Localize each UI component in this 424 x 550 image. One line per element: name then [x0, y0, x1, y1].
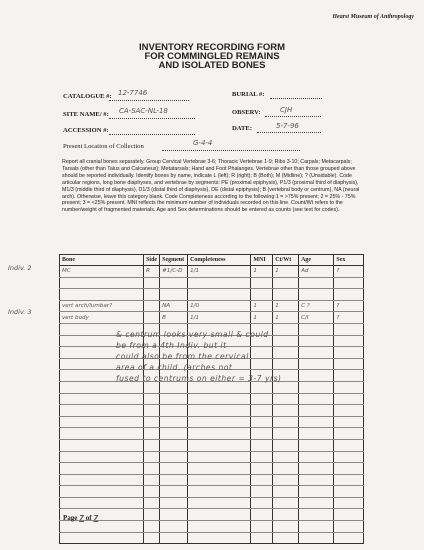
cell-side[interactable]: R	[144, 266, 160, 278]
cell-completeness[interactable]	[188, 289, 251, 301]
cell-age[interactable]	[299, 497, 334, 509]
cell-ct-wt[interactable]	[273, 358, 299, 370]
cell-mni[interactable]	[251, 428, 273, 440]
site-value[interactable]: CA-SAC-NL-18	[119, 107, 168, 115]
page-value[interactable]: 7	[79, 514, 85, 522]
cell-completeness[interactable]	[188, 381, 251, 393]
cell-completeness[interactable]	[188, 474, 251, 486]
site-label: SITE NAME/ #:	[63, 111, 109, 118]
of-label: of	[85, 514, 92, 522]
cell-mni[interactable]	[251, 486, 273, 498]
cell-mni[interactable]	[251, 509, 273, 521]
cell-ct-wt[interactable]	[273, 451, 299, 463]
cell-mni[interactable]	[251, 358, 273, 370]
cell-sex[interactable]	[334, 393, 364, 405]
cell-ct-wt[interactable]	[273, 347, 299, 359]
cell-completeness[interactable]	[188, 439, 251, 451]
cell-sex[interactable]: ?	[334, 300, 364, 312]
cell-completeness[interactable]	[188, 532, 251, 544]
cell-ct-wt[interactable]	[273, 323, 299, 335]
cell-mni[interactable]	[251, 277, 273, 289]
museum-name: Hearst Museum of Anthropology	[332, 14, 414, 20]
cell-side[interactable]	[144, 277, 160, 289]
table-row	[60, 439, 364, 451]
form-title-line-3: AND ISOLATED BONES	[158, 60, 266, 71]
cell-side[interactable]	[144, 312, 160, 324]
cell-side[interactable]	[144, 486, 160, 498]
cell-sex[interactable]	[334, 277, 364, 289]
cell-segment[interactable]: #1/C-D	[160, 266, 188, 278]
column-header-sex: Sex	[334, 255, 364, 266]
table-row	[60, 532, 364, 544]
cell-age[interactable]	[299, 358, 334, 370]
cell-sex[interactable]	[334, 381, 364, 393]
cell-segment[interactable]	[160, 405, 188, 417]
cell-segment[interactable]	[160, 509, 188, 521]
cell-segment[interactable]	[160, 416, 188, 428]
accession-line	[109, 134, 195, 135]
location-line	[162, 150, 300, 151]
cell-completeness[interactable]	[188, 451, 251, 463]
cell-completeness[interactable]	[188, 416, 251, 428]
cell-sex[interactable]	[334, 486, 364, 498]
cell-sex[interactable]	[334, 509, 364, 521]
cell-sex[interactable]	[334, 405, 364, 417]
cell-sex[interactable]	[334, 347, 364, 359]
cell-age[interactable]	[299, 463, 334, 475]
cell-sex[interactable]	[334, 474, 364, 486]
cell-sex[interactable]	[334, 497, 364, 509]
column-header-completeness: Completeness	[188, 255, 251, 266]
catalogue-line	[109, 100, 189, 101]
cell-age[interactable]: C ?	[299, 300, 334, 312]
cell-bone[interactable]: vert arch/lumbar?	[60, 300, 144, 312]
cell-sex[interactable]: ?	[334, 266, 364, 278]
cell-mni[interactable]	[251, 289, 273, 301]
cell-completeness[interactable]	[188, 521, 251, 533]
inventory-table	[59, 254, 364, 544]
cell-mni[interactable]	[251, 532, 273, 544]
cell-age[interactable]	[299, 335, 334, 347]
cell-bone[interactable]	[60, 428, 144, 440]
cell-side[interactable]	[144, 439, 160, 451]
cell-side[interactable]	[144, 393, 160, 405]
cell-ct-wt[interactable]	[273, 532, 299, 544]
cell-sex[interactable]	[334, 532, 364, 544]
cell-segment[interactable]	[160, 486, 188, 498]
form-title-line-1: INVENTORY RECORDING FORM	[138, 42, 286, 53]
cell-sex[interactable]	[334, 358, 364, 370]
column-header-age: Age	[299, 255, 334, 266]
cell-side[interactable]	[144, 521, 160, 533]
cell-bone[interactable]	[60, 416, 144, 428]
cell-segment[interactable]	[160, 463, 188, 475]
cell-sex[interactable]	[334, 521, 364, 533]
page-total[interactable]: 7	[93, 514, 99, 522]
cell-side[interactable]	[144, 300, 160, 312]
accession-label: ACCESSION #:	[63, 127, 109, 134]
cell-segment[interactable]	[160, 532, 188, 544]
cell-ct-wt[interactable]	[273, 474, 299, 486]
cell-ct-wt[interactable]	[273, 497, 299, 509]
cell-completeness[interactable]	[188, 405, 251, 417]
cell-completeness[interactable]: 1/1	[188, 312, 251, 324]
cell-side[interactable]	[144, 289, 160, 301]
cell-ct-wt[interactable]	[273, 405, 299, 417]
column-header-segment: Segment	[160, 255, 188, 266]
cell-side[interactable]	[144, 428, 160, 440]
cell-sex[interactable]: ?	[334, 312, 364, 324]
cell-age[interactable]: Ad	[299, 266, 334, 278]
cell-side[interactable]	[144, 509, 160, 521]
cell-ct-wt[interactable]	[273, 335, 299, 347]
cell-segment[interactable]	[160, 428, 188, 440]
cell-bone[interactable]	[60, 521, 144, 533]
cell-side[interactable]	[144, 532, 160, 544]
burial-label: BURIAL #:	[232, 91, 265, 98]
cell-age[interactable]	[299, 428, 334, 440]
column-header-side: Side	[144, 255, 160, 266]
catalogue-value[interactable]: 12-7746	[118, 89, 148, 97]
cell-age[interactable]	[299, 532, 334, 544]
cell-ct-wt[interactable]	[273, 416, 299, 428]
column-header-bone: Bone	[60, 255, 144, 266]
cell-age[interactable]	[299, 393, 334, 405]
cell-segment[interactable]	[160, 451, 188, 463]
site-line	[109, 118, 195, 119]
location-value[interactable]: G-4-4	[193, 139, 213, 147]
table-header-row	[60, 255, 364, 266]
observ-label: OBSERV:	[232, 109, 261, 116]
cell-sex[interactable]	[334, 370, 364, 382]
table-row	[60, 428, 364, 440]
cell-ct-wt[interactable]	[273, 439, 299, 451]
table-row	[60, 405, 364, 417]
instructions-text: Report all cranial bones separately. Group Cervical Vertebrae 3-6; Thoracic Vertebrae 1-9; Ribs 3-10; Carpals; Metacarpals; Tarsals (other than Talus and Calcaneus); Metatarsals; Hand and Foot Phalanges. Vertebrae other than those grouped above should be reported individually. Identify bones by name, indicate L (left); R (right); B (Both); M (Midline); ? (Unsidable). Code articular regions, long bone diaphyses, and vertebrae by segments: PE (proximal epiphysis), P1/3 (proximal third of diaphysis), M1/3 (middle third of diaphysis), D1/3 (distal third of diaphysis), DE (distal epiphysis); B (vertebral body or centrum), NA (neural arch). Otherwise, leave this category blank. Code Completeness according to the following:1 = >75% present; 2 = 25% - 75% present; 3 = <25% present. MNI reflects the minimum number of individuals recorded on this line. Count/Wt refers to the number/weight of fragmented materials. Age and Sex determinations should be entered as counts (see text for codes).	[62, 159, 360, 214]
cell-completeness[interactable]	[188, 463, 251, 475]
cell-sex[interactable]	[334, 289, 364, 301]
cell-ct-wt[interactable]	[273, 393, 299, 405]
table-row	[60, 463, 364, 475]
cell-age[interactable]: C/I	[299, 312, 334, 324]
table-row	[60, 312, 364, 324]
table-row	[60, 300, 364, 312]
cell-bone[interactable]	[60, 393, 144, 405]
cell-age[interactable]	[299, 277, 334, 289]
cell-age[interactable]	[299, 474, 334, 486]
burial-line	[270, 98, 322, 99]
cell-sex[interactable]	[334, 416, 364, 428]
cell-mni[interactable]	[251, 416, 273, 428]
cell-bone[interactable]	[60, 451, 144, 463]
cell-segment[interactable]	[160, 381, 188, 393]
table-row	[60, 497, 364, 509]
cell-segment[interactable]: NA	[160, 300, 188, 312]
cell-ct-wt[interactable]	[273, 486, 299, 498]
cell-segment[interactable]	[160, 474, 188, 486]
date-value[interactable]: 5-7-96	[276, 122, 299, 130]
column-header-ct-wt: Ct/Wt	[273, 255, 299, 266]
handwritten-note-line-1: & centrum looks very small & could	[116, 330, 269, 339]
cell-age[interactable]	[299, 521, 334, 533]
page-label: Page	[63, 514, 78, 522]
cell-side[interactable]	[144, 405, 160, 417]
cell-mni[interactable]	[251, 393, 273, 405]
cell-sex[interactable]	[334, 439, 364, 451]
cell-segment[interactable]	[160, 497, 188, 509]
cell-sex[interactable]	[334, 323, 364, 335]
cell-segment[interactable]: B	[160, 312, 188, 324]
cell-mni[interactable]: 1	[251, 266, 273, 278]
cell-age[interactable]	[299, 323, 334, 335]
cell-mni[interactable]	[251, 405, 273, 417]
page-number	[63, 514, 98, 522]
handwritten-note-line-5: fused to centrums on either = 3-7 yrs)	[116, 374, 282, 383]
cell-bone[interactable]	[60, 405, 144, 417]
cell-side[interactable]	[144, 474, 160, 486]
cell-mni[interactable]	[251, 497, 273, 509]
cell-ct-wt[interactable]	[273, 509, 299, 521]
cell-side[interactable]	[144, 416, 160, 428]
cell-age[interactable]	[299, 405, 334, 417]
cell-age[interactable]	[299, 509, 334, 521]
cell-ct-wt[interactable]	[273, 521, 299, 533]
cell-age[interactable]	[299, 289, 334, 301]
cell-segment[interactable]	[160, 289, 188, 301]
cell-age[interactable]	[299, 347, 334, 359]
cell-ct-wt[interactable]	[273, 381, 299, 393]
cell-side[interactable]	[144, 463, 160, 475]
cell-age[interactable]	[299, 381, 334, 393]
cell-ct-wt[interactable]	[273, 428, 299, 440]
cell-mni[interactable]	[251, 347, 273, 359]
cell-age[interactable]	[299, 416, 334, 428]
cell-ct-wt[interactable]: 1	[273, 312, 299, 324]
date-line	[257, 132, 321, 133]
cell-completeness[interactable]	[188, 393, 251, 405]
cell-segment[interactable]	[160, 521, 188, 533]
cell-bone[interactable]	[60, 532, 144, 544]
margin-note-indiv-2: Indiv. 2	[8, 264, 32, 272]
handwritten-note-line-2: be from a 4th Indiv. but it	[116, 341, 227, 350]
cell-segment[interactable]	[160, 393, 188, 405]
cell-ct-wt[interactable]: 1	[273, 266, 299, 278]
cell-sex[interactable]	[334, 463, 364, 475]
column-header-mni: MNI	[251, 255, 273, 266]
cell-completeness[interactable]: 1/0	[188, 300, 251, 312]
handwritten-note-line-3: could also be from the cervical	[116, 352, 249, 361]
location-label: Present Location of Collection	[63, 143, 144, 150]
cell-mni[interactable]	[251, 521, 273, 533]
cell-mni[interactable]	[251, 451, 273, 463]
cell-mni[interactable]: 1	[251, 312, 273, 324]
table-row	[60, 509, 364, 521]
cell-mni[interactable]	[251, 439, 273, 451]
cell-sex[interactable]	[334, 335, 364, 347]
date-label: DATE:	[232, 125, 253, 132]
cell-completeness[interactable]	[188, 486, 251, 498]
cell-bone[interactable]: vert body	[60, 312, 144, 324]
cell-segment[interactable]	[160, 439, 188, 451]
cell-age[interactable]	[299, 439, 334, 451]
table-row	[60, 521, 364, 533]
table-row	[60, 416, 364, 428]
cell-completeness[interactable]	[188, 497, 251, 509]
margin-note-indiv-3: Indiv. 3	[8, 308, 32, 316]
handwritten-note-line-4: area of a child. (arches not	[116, 363, 233, 372]
table-row	[60, 451, 364, 463]
table-row	[60, 277, 364, 289]
cell-age[interactable]	[299, 370, 334, 382]
cell-completeness[interactable]	[188, 277, 251, 289]
form-title-line-2: FOR COMMINGLED REMAINS	[144, 51, 280, 62]
observ-value[interactable]: CJH	[280, 106, 293, 114]
table-row	[60, 474, 364, 486]
table-row	[60, 266, 364, 278]
cell-sex[interactable]	[334, 428, 364, 440]
cell-segment[interactable]	[160, 277, 188, 289]
cell-mni[interactable]: 1	[251, 300, 273, 312]
cell-bone[interactable]	[60, 463, 144, 475]
cell-mni[interactable]	[251, 474, 273, 486]
cell-bone[interactable]	[60, 486, 144, 498]
table-row	[60, 381, 364, 393]
cell-bone[interactable]	[60, 439, 144, 451]
cell-completeness[interactable]	[188, 428, 251, 440]
cell-mni[interactable]	[251, 463, 273, 475]
cell-side[interactable]	[144, 497, 160, 509]
cell-ct-wt[interactable]: 1	[273, 300, 299, 312]
cell-mni[interactable]	[251, 381, 273, 393]
table-row	[60, 393, 364, 405]
cell-bone[interactable]	[60, 381, 144, 393]
cell-age[interactable]	[299, 486, 334, 498]
observ-line	[265, 116, 321, 117]
cell-side[interactable]	[144, 381, 160, 393]
cell-completeness[interactable]: 1/1	[188, 266, 251, 278]
cell-bone[interactable]: MC	[60, 266, 144, 278]
cell-ct-wt[interactable]	[273, 289, 299, 301]
cell-completeness[interactable]	[188, 509, 251, 521]
cell-side[interactable]	[144, 451, 160, 463]
catalogue-label: CATALOGUE #:	[63, 93, 112, 100]
cell-bone[interactable]	[60, 497, 144, 509]
table-row	[60, 486, 364, 498]
cell-bone[interactable]	[60, 277, 144, 289]
cell-ct-wt[interactable]	[273, 463, 299, 475]
cell-ct-wt[interactable]	[273, 277, 299, 289]
table-row	[60, 289, 364, 301]
cell-sex[interactable]	[334, 451, 364, 463]
cell-bone[interactable]	[60, 289, 144, 301]
cell-bone[interactable]	[60, 474, 144, 486]
cell-age[interactable]	[299, 451, 334, 463]
